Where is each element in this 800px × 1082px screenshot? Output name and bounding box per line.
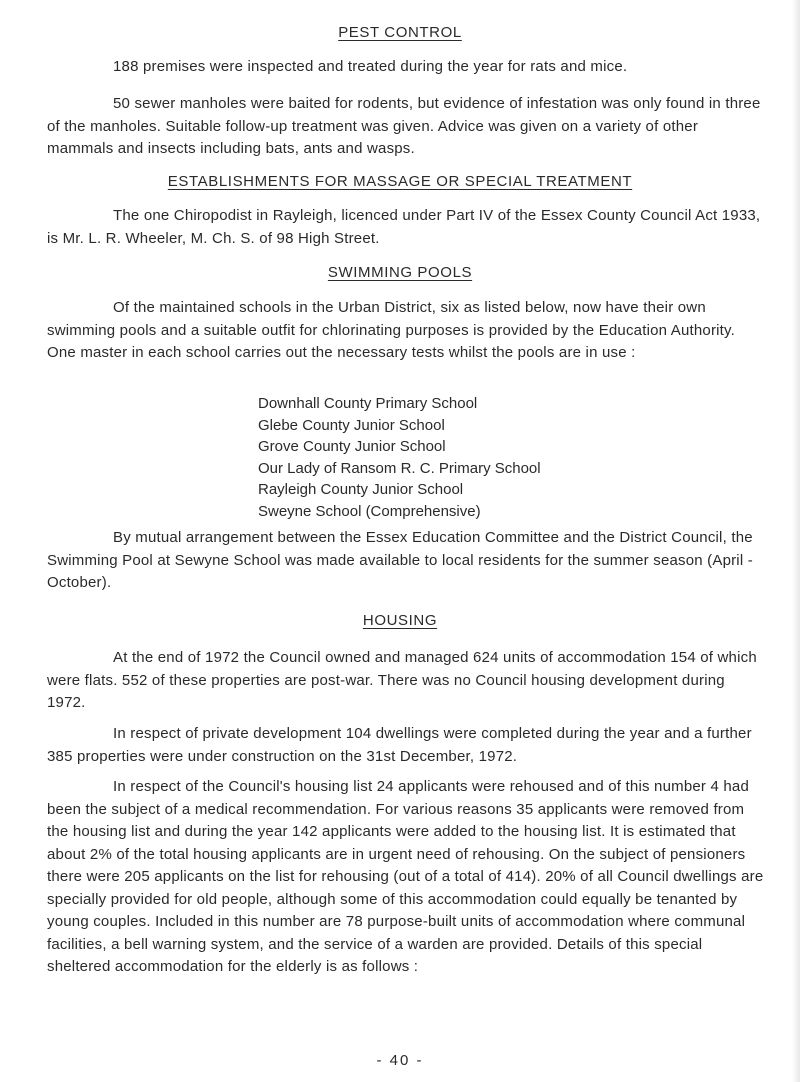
swimming-pools-paragraph-1: Of the maintained schools in the Urban District, six as listed below, now have their own swimming pools and a suitable outfit for chlorinating purposes is provided by the Education Authority. One master in each school carries out the necessary tests whilst the pools are in use : xyxy=(47,299,735,361)
page-edge-shadow xyxy=(792,0,800,1082)
list-item: Our Lady of Ransom R. C. Primary School xyxy=(258,459,541,477)
pest-control-paragraph-1: 188 premises were inspected and treated during the year for rats and mice. xyxy=(113,58,628,75)
page-number: - 40 - xyxy=(376,1052,424,1069)
swimming-pools-paragraph-2: By mutual arrangement between the Essex Education Committee and the District Council, the Swimming Pool at Sewyne School was made available to local residents for the summer season (April - October). xyxy=(47,529,753,591)
list-item: Rayleigh County Junior School xyxy=(258,481,464,498)
school-list xyxy=(258,393,541,522)
massage-heading: ESTABLISHMENTS FOR MASSAGE OR SPECIAL TREATMENT xyxy=(167,173,633,190)
housing-paragraph-3: In respect of the Council's housing list 24 applicants were rehoused and of this number 4 had been the subject of a medical recommendation. For various reasons 35 applicants were removed from the housing list and during the year 142 applicants were added to the housing list. It is estimated that about 2% of the total housing applicants are in urgent need of rehousing. On the subject of pensioners there were 205 applicants on the list for rehousing (out of a total of 414). 20% of all Council dwellings are specially provided for old people, although some of this accommodation could equally be tenanted by young couples. Included in this number are 78 purpose-built units of accommodation where communal facilities, a bell warning system, and the service of a warden are provided. Details of this special sheltered accommodation for the elderly is as follows : xyxy=(47,778,764,975)
list-item: Downhall County Primary School xyxy=(258,395,478,412)
swimming-pools-heading: SWIMMING POOLS xyxy=(327,264,473,281)
housing-paragraph-2: In respect of private development 104 dwellings were completed during the year and a further 385 properties were under construction on the 31st December, 1972. xyxy=(47,725,752,765)
list-item: Glebe County Junior School xyxy=(258,416,445,434)
housing-paragraph-1: At the end of 1972 the Council owned and managed 624 units of accommodation 154 of which were flats. 552 of these properties are post-war. There was no Council housing development during 1972. xyxy=(47,649,757,711)
massage-paragraph: The one Chiropodist in Rayleigh, licenced under Part IV of the Essex County Council Act 1933, is Mr. L. R. Wheeler, M. Ch. S. of 98 High Street. xyxy=(47,207,761,247)
list-item: Sweyne School (Comprehensive) xyxy=(258,502,481,520)
list-item: Grove County Junior School xyxy=(258,438,446,455)
pest-control-heading: PEST CONTROL xyxy=(338,24,462,41)
pest-control-paragraph-2: 50 sewer manholes were baited for rodents, but evidence of infestation was only found in three of the manholes. Suitable follow-up treatment was given. Advice was given on a variety of other mammals and insects including bats, ants and wasps. xyxy=(47,95,761,157)
housing-heading: HOUSING xyxy=(362,612,438,629)
